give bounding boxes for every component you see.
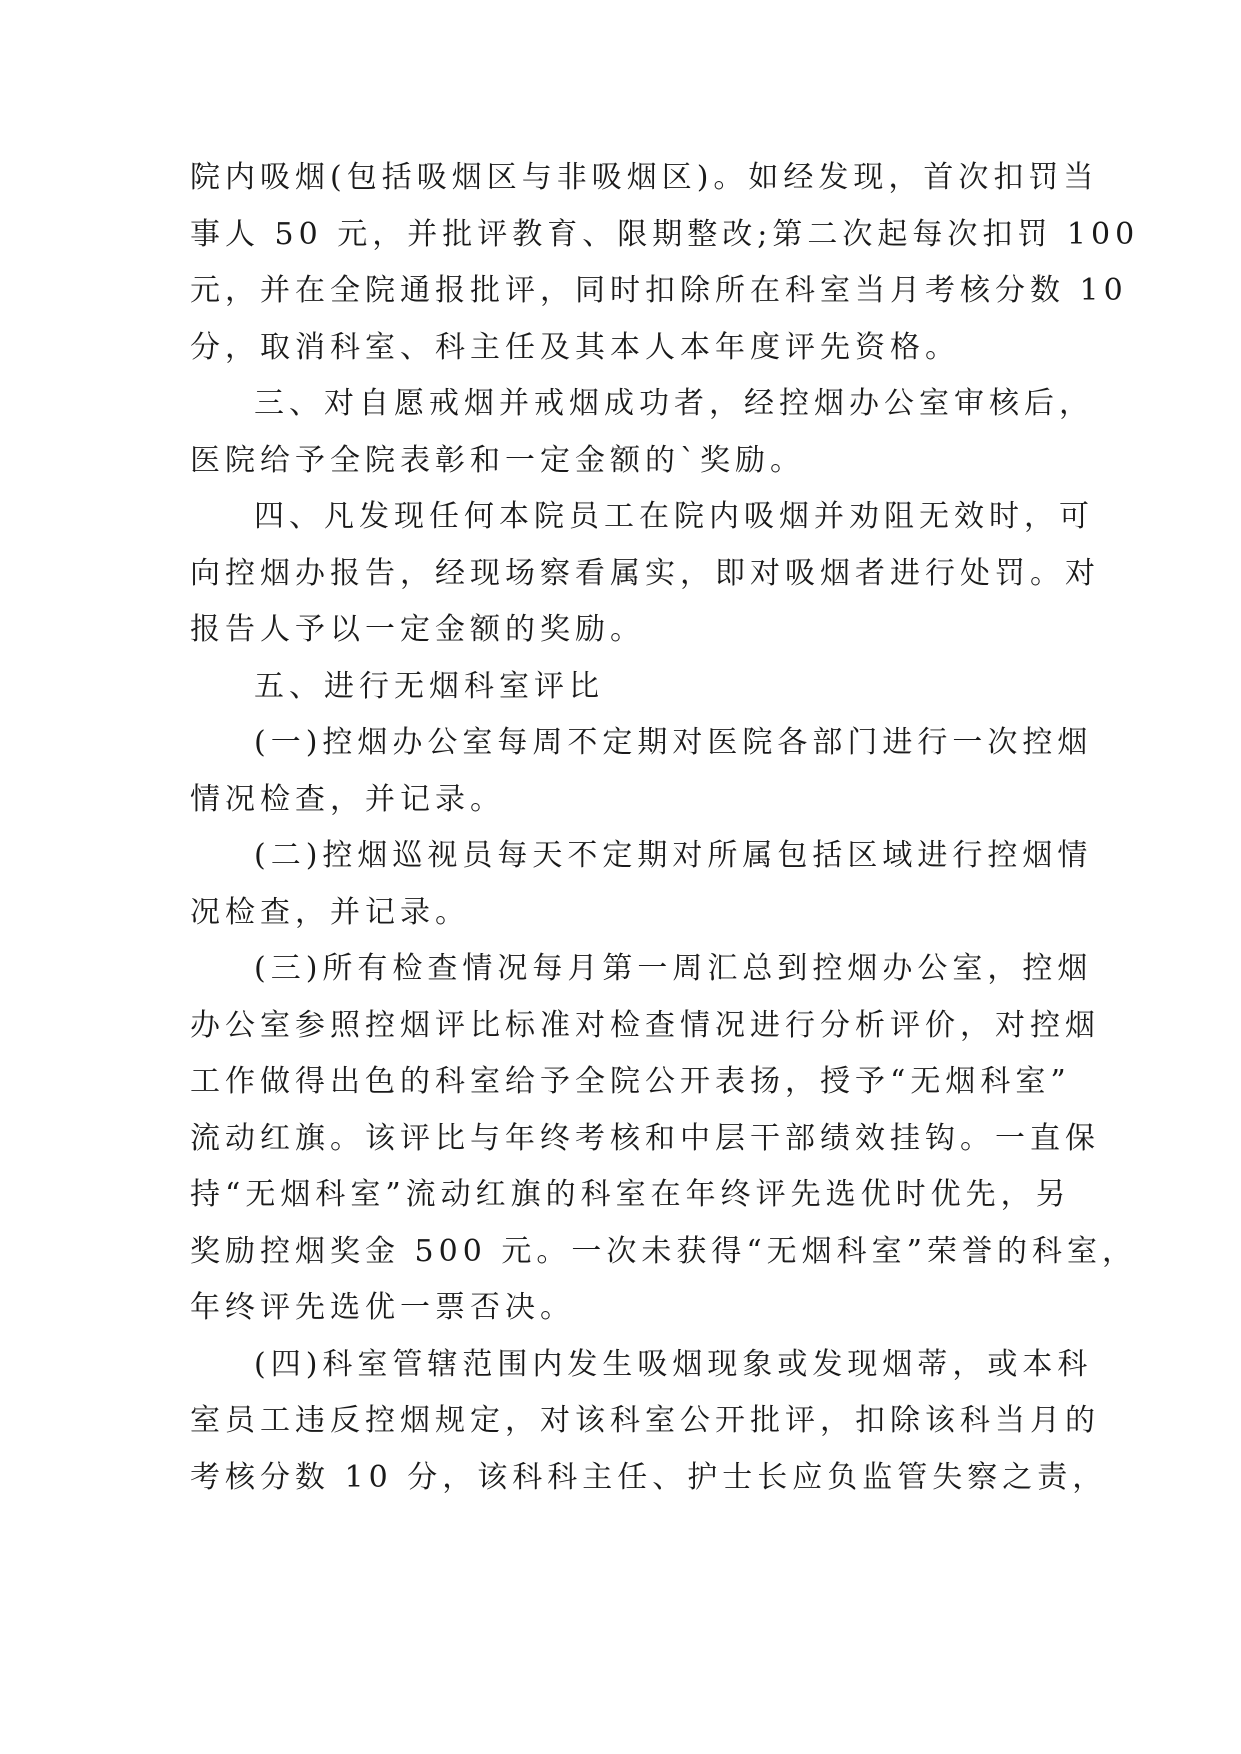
paragraph-sub-four <box>190 1337 1108 1507</box>
text-line: 年终评先选优一票否决。 <box>190 1290 575 1325</box>
text-line: 奖励控烟奖金 500 元。一次未获得“无烟科室”荣誉的科室， <box>190 1233 1138 1269</box>
paragraph-item-three <box>190 376 1094 489</box>
text-line: 医院给予全院表彰和一定金额的`奖励。 <box>190 442 805 478</box>
paragraph-item-four <box>190 489 1100 659</box>
text-line: (二)控烟巡视员每天不定期对所属包括区域进行控烟情 <box>254 838 1093 873</box>
text-line: 办公室参照控烟评比标准对检查情况进行分析评价，对控烟 <box>190 1007 1100 1043</box>
document-body <box>190 150 1140 1506</box>
section-heading: 五、进行无烟科室评比 <box>254 668 604 704</box>
text-line: 情况检查，并记录。 <box>190 781 505 817</box>
paragraph-smoking-penalty <box>190 150 1140 376</box>
text-line: 三、对自愿戒烟并戒烟成功者，经控烟办公室审核后， <box>254 386 1094 421</box>
text-line: 向控烟办报告，经现场察看属实，即对吸烟者进行处罚。对 <box>190 555 1100 591</box>
text-line: 院内吸烟(包括吸烟区与非吸烟区)。如经发现，首次扣罚当 <box>190 160 1099 195</box>
text-line: (四)科室管辖范围内发生吸烟现象或发现烟蒂，或本科 <box>254 1346 1093 1382</box>
text-line: 元，并在全院通报批评，同时扣除所在科室当月考核分数 10 <box>190 273 1128 308</box>
text-line: (一)控烟办公室每周不定期对医院各部门进行一次控烟 <box>254 725 1093 760</box>
paragraph-sub-two <box>190 828 1093 941</box>
text-line: (三)所有检查情况每月第一周汇总到控烟办公室，控烟 <box>254 951 1093 986</box>
text-line: 四、凡发现任何本院员工在院内吸烟并劝阻无效时，可 <box>254 499 1094 534</box>
text-line: 分，取消科室、科主任及其本人本年度评先资格。 <box>190 329 960 365</box>
paragraph-item-five <box>190 659 1050 716</box>
text-line: 持“无烟科室”流动红旗的科室在年终评先选优时优先，另 <box>190 1177 1071 1212</box>
text-line: 室员工违反控烟规定，对该科室公开批评，扣除该科当月的 <box>190 1403 1100 1438</box>
text-line: 报告人予以一定金额的奖励。 <box>190 612 645 647</box>
text-line: 况检查，并记录。 <box>190 894 470 930</box>
text-line: 流动红旗。该评比与年终考核和中层干部绩效挂钩。一直保 <box>190 1120 1100 1156</box>
paragraph-sub-one <box>190 715 1093 828</box>
paragraph-sub-three <box>190 941 1138 1337</box>
text-line: 事人 50 元，并批评教育、限期整改;第二次起每次扣罚 100 <box>190 216 1140 252</box>
text-line: 工作做得出色的科室给予全院公开表扬，授予“无烟科室” <box>190 1064 1071 1099</box>
text-line: 考核分数 10 分，该科科主任、护士长应负监管失察之责， <box>190 1459 1108 1495</box>
